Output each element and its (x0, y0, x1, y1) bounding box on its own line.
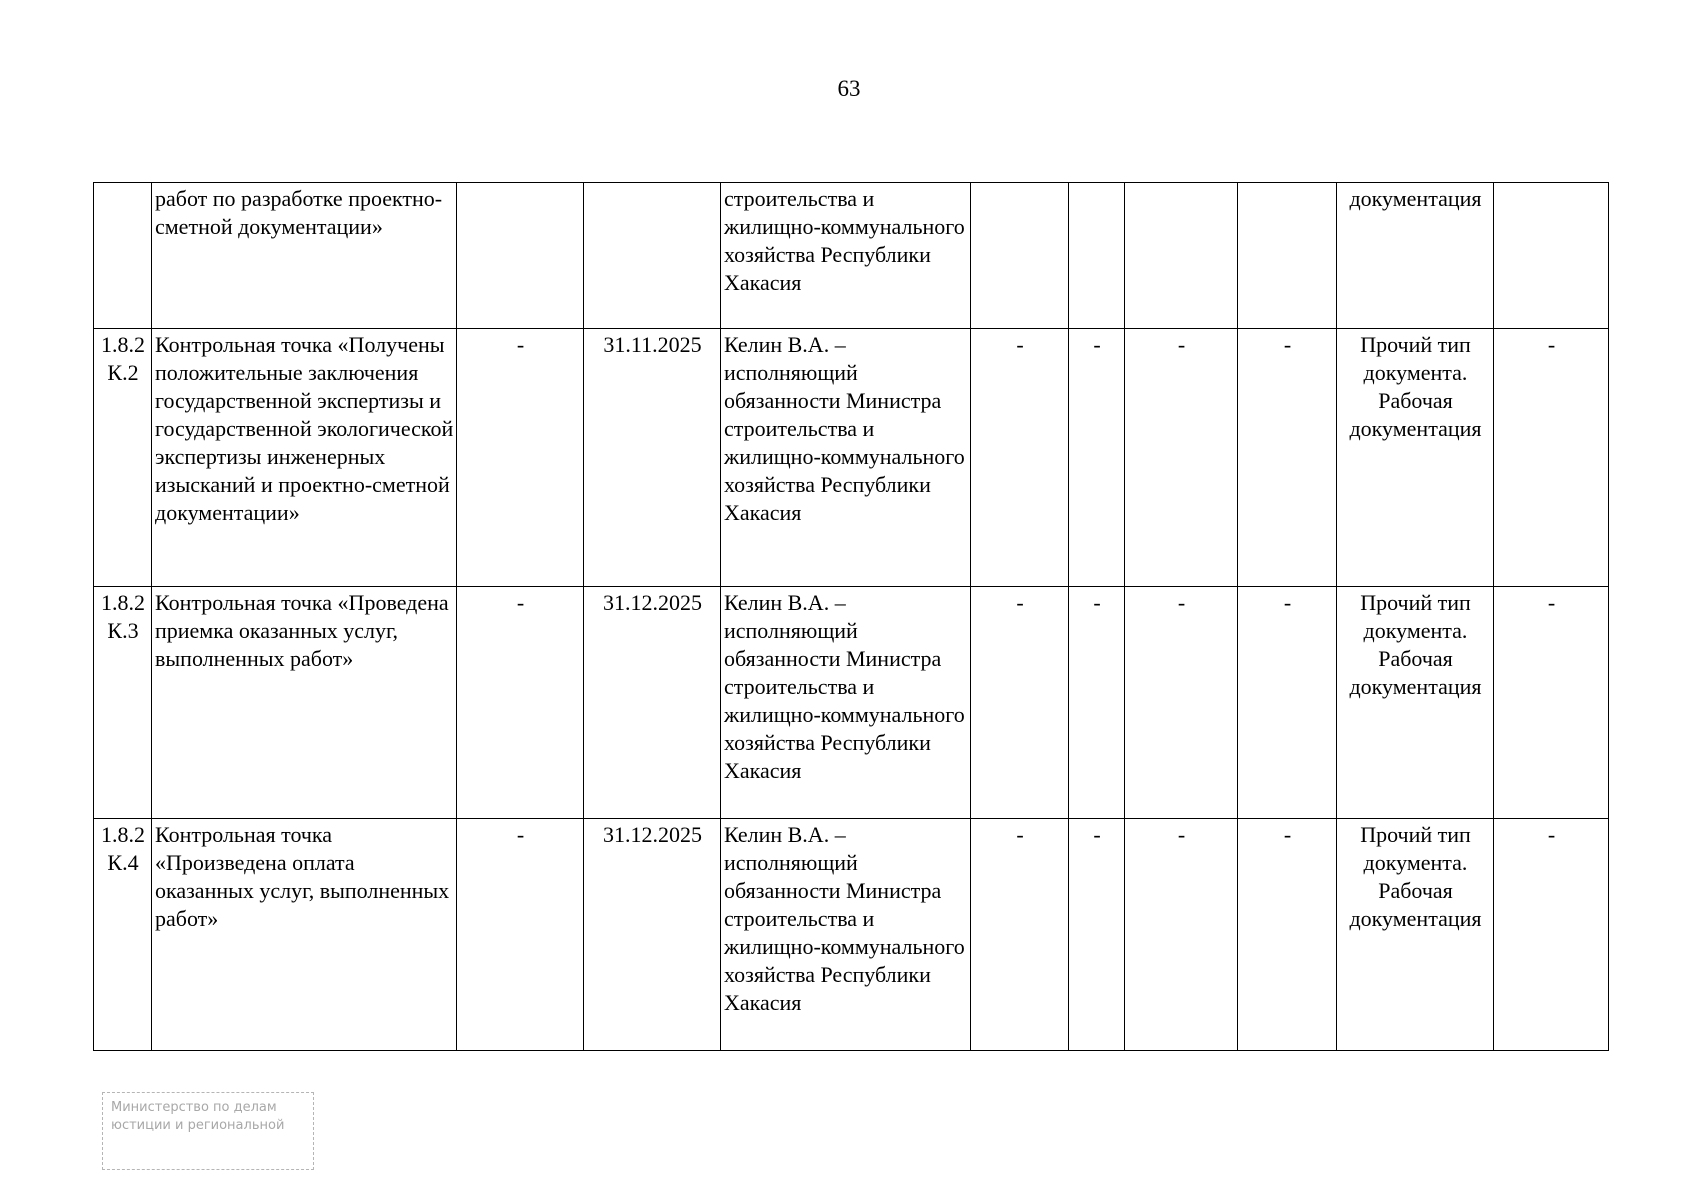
value-cell: - (1238, 329, 1337, 587)
value-cell: - (1238, 819, 1337, 1051)
document-type-cell: Прочий тип документа. Рабочая документация (1337, 587, 1494, 819)
table-row (94, 183, 1609, 329)
stamp-line: Министерство по делам (111, 1100, 277, 1115)
value-cell: - (971, 819, 1069, 1051)
row-number-cell (94, 183, 152, 329)
value-cell: - (1494, 329, 1609, 587)
event-name-cell: Контрольная точка «Проведена приемка оказанных услуг, выполненных работ» (152, 587, 457, 819)
value-cell (971, 183, 1069, 329)
event-name-cell: Контрольная точка «Произведена оплата оказанных услуг, выполненных работ» (152, 819, 457, 1051)
document-type-cell: Прочий тип документа. Рабочая документация (1337, 329, 1494, 587)
value-cell: - (971, 587, 1069, 819)
value-cell: - (1125, 587, 1238, 819)
event-name-cell: работ по разработке проектно-сметной документации» (152, 183, 457, 329)
responsible-cell: Келин В.А. – исполняющий обязанности Министра строительства и жилищно-коммунального хозяйства Республики Хакасия (721, 587, 971, 819)
row-number-cell: 1.8.2 К.2 (94, 329, 152, 587)
start-date-cell: - (457, 819, 584, 1051)
value-cell (1238, 183, 1337, 329)
start-date-cell (457, 183, 584, 329)
value-cell: - (1125, 819, 1238, 1051)
responsible-cell: Келин В.А. – исполняющий обязанности Министра строительства и жилищно-коммунального хозяйства Республики Хакасия (721, 819, 971, 1051)
start-date-cell: - (457, 329, 584, 587)
registration-stamp (102, 1092, 314, 1170)
value-cell: - (1069, 819, 1125, 1051)
value-cell: - (1494, 587, 1609, 819)
responsible-cell: Келин В.А. – исполняющий обязанности Министра строительства и жилищно-коммунального хозяйства Республики Хакасия (721, 329, 971, 587)
start-date-cell: - (457, 587, 584, 819)
responsible-cell: строительства и жилищно-коммунального хозяйства Республики Хакасия (721, 183, 971, 329)
row-number-cell: 1.8.2 К.3 (94, 587, 152, 819)
end-date-cell: 31.12.2025 (584, 587, 721, 819)
table-row (94, 819, 1609, 1051)
value-cell: - (971, 329, 1069, 587)
document-type-cell: документация (1337, 183, 1494, 329)
event-name-cell: Контрольная точка «Получены положительные заключения государственной экспертизы и государственной экологической экспертизы инженерных изысканий и проектно-сметной документации» (152, 329, 457, 587)
stamp-line: юстиции и региональной (111, 1118, 285, 1133)
table-row (94, 587, 1609, 819)
end-date-cell (584, 183, 721, 329)
row-number-cell: 1.8.2 К.4 (94, 819, 152, 1051)
table-row (94, 329, 1609, 587)
page-number: 63 (837, 76, 861, 101)
end-date-cell: 31.11.2025 (584, 329, 721, 587)
value-cell: - (1125, 329, 1238, 587)
value-cell (1494, 183, 1609, 329)
control-points-table (93, 182, 1609, 1051)
value-cell (1125, 183, 1238, 329)
end-date-cell: 31.12.2025 (584, 819, 721, 1051)
document-type-cell: Прочий тип документа. Рабочая документация (1337, 819, 1494, 1051)
value-cell: - (1069, 329, 1125, 587)
value-cell: - (1238, 587, 1337, 819)
value-cell: - (1494, 819, 1609, 1051)
value-cell (1069, 183, 1125, 329)
value-cell: - (1069, 587, 1125, 819)
